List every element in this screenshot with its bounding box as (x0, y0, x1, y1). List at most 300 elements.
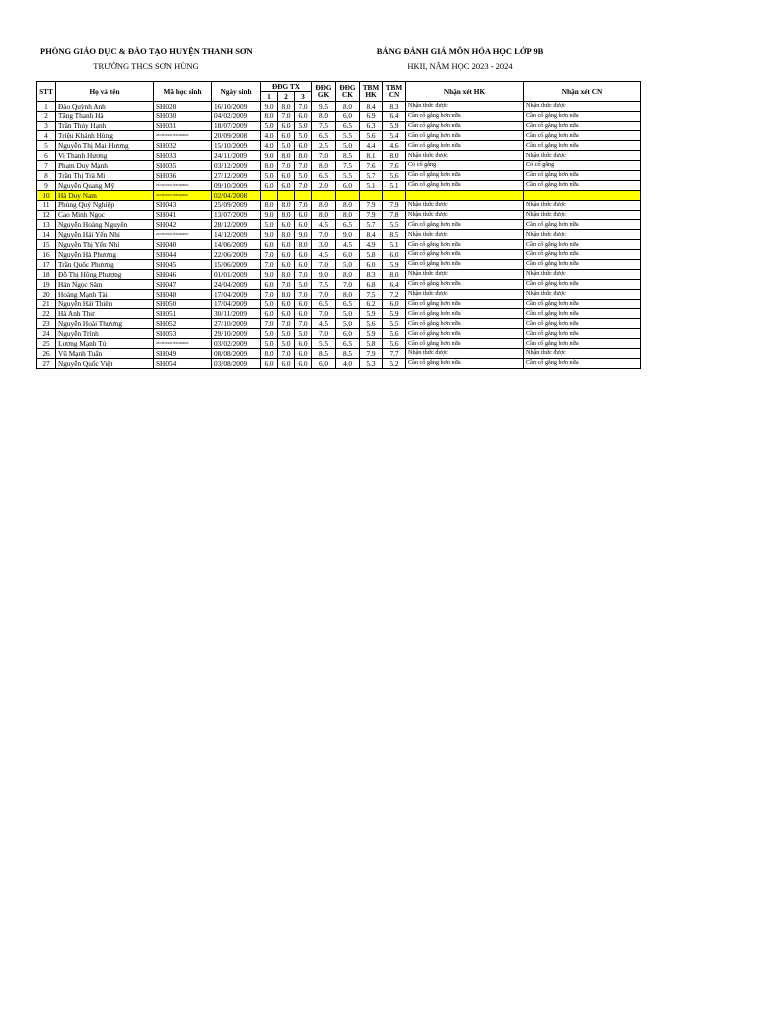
cell-ck: 6.0 (336, 180, 360, 190)
cell-ck: 8.0 (336, 101, 360, 111)
cell-name: Nguyễn Quang Mỹ (56, 180, 154, 190)
cell-ck: 7.0 (336, 279, 360, 289)
table-row (37, 329, 641, 339)
table-row (37, 131, 641, 141)
cell-tx2: 8.0 (278, 101, 295, 111)
cell-hk: 7.5 (360, 289, 383, 299)
cell-dob: 15/10/2009 (212, 141, 261, 151)
cell-dob: 02/04/2008 (212, 190, 261, 200)
col-header-dob: Ngày sinh (212, 82, 261, 102)
grade-table (36, 81, 641, 369)
cell-gk: 3.0 (312, 240, 336, 250)
cell-hk: 8.1 (360, 151, 383, 161)
cell-gk: 6.5 (312, 171, 336, 181)
cell-gk: 4.5 (312, 319, 336, 329)
cell-stt: 26 (37, 349, 56, 359)
cell-ck: 6.5 (336, 299, 360, 309)
cell-gk: 7.5 (312, 279, 336, 289)
cell-cn: 7.9 (383, 200, 406, 210)
cell-ck: 7.5 (336, 161, 360, 171)
cell-nx-cn: Cần cố gắng hơn nữa (524, 111, 641, 121)
cell-code: 2023032261JP3DR0001 (154, 190, 212, 200)
table-row (37, 111, 641, 121)
cell-ck: 5.5 (336, 171, 360, 181)
cell-stt: 25 (37, 339, 56, 349)
cell-code: SH052 (154, 319, 212, 329)
cell-code: SH053 (154, 329, 212, 339)
cell-hk: 4.9 (360, 240, 383, 250)
cell-cn: 5.6 (383, 339, 406, 349)
cell-code: SH035 (154, 161, 212, 171)
cell-cn: 6.4 (383, 111, 406, 121)
cell-stt: 9 (37, 180, 56, 190)
table-row (37, 289, 641, 299)
cell-code: SH047 (154, 279, 212, 289)
cell-tx2: 7.0 (278, 279, 295, 289)
cell-hk: 5.7 (360, 220, 383, 230)
cell-hk: 5.9 (360, 309, 383, 319)
cell-hk: 6.3 (360, 121, 383, 131)
cell-code: SH031 (154, 121, 212, 131)
cell-cn: 5.2 (383, 358, 406, 368)
cell-nx-cn: Cần cố gắng hơn nữa (524, 329, 641, 339)
col-header-tx2: 2 (278, 91, 295, 101)
cell-nx-cn (524, 190, 641, 200)
cell-tx3 (295, 190, 312, 200)
cell-nx-hk: Nhận thức được (406, 200, 524, 210)
cell-cn: 8.5 (383, 230, 406, 240)
cell-code: 2023032261JP3DR0000 (154, 339, 212, 349)
cell-code: SH054 (154, 358, 212, 368)
cell-dob: 09/10/2009 (212, 180, 261, 190)
cell-stt: 22 (37, 309, 56, 319)
cell-hk: 6.0 (360, 260, 383, 270)
table-row (37, 210, 641, 220)
cell-tx1: 7.0 (261, 250, 278, 260)
cell-stt: 20 (37, 289, 56, 299)
cell-stt: 16 (37, 250, 56, 260)
cell-hk: 8.4 (360, 230, 383, 240)
cell-hk: 6.2 (360, 299, 383, 309)
cell-nx-hk: Nhận thức được (406, 151, 524, 161)
cell-nx-cn: Nhận thức được (524, 210, 641, 220)
cell-ck: 5.5 (336, 131, 360, 141)
cell-code: SH051 (154, 309, 212, 319)
cell-tx2: 6.0 (278, 299, 295, 309)
table-row (37, 220, 641, 230)
cell-nx-cn: Cần cố gắng hơn nữa (524, 260, 641, 270)
cell-tx2: 6.0 (278, 180, 295, 190)
cell-nx-hk: Cần cố gắng hơn nữa (406, 329, 524, 339)
cell-nx-cn: Cần cố gắng hơn nữa (524, 339, 641, 349)
cell-tx3: 9.0 (295, 230, 312, 240)
cell-tx2 (278, 190, 295, 200)
cell-tx1: 7.0 (261, 319, 278, 329)
cell-tx1: 6.0 (261, 279, 278, 289)
cell-dob: 27/10/2009 (212, 319, 261, 329)
cell-stt: 11 (37, 200, 56, 210)
cell-nx-hk: Nhận thức được (406, 101, 524, 111)
cell-tx2: 8.0 (278, 269, 295, 279)
cell-tx3: 6.0 (295, 339, 312, 349)
cell-name: Trần Thị Trà Mi (56, 171, 154, 181)
cell-nx-cn: Nhận thức được (524, 349, 641, 359)
cell-stt: 10 (37, 190, 56, 200)
cell-dob: 14/12/2009 (212, 230, 261, 240)
cell-gk: 7.0 (312, 260, 336, 270)
cell-tx1: 5.0 (261, 171, 278, 181)
cell-tx2: 8.0 (278, 289, 295, 299)
cell-tx1: 6.0 (261, 358, 278, 368)
cell-tx3: 5.0 (295, 131, 312, 141)
cell-nx-cn: Cần cố gắng hơn nữa (524, 121, 641, 131)
cell-ck: 6.0 (336, 250, 360, 260)
cell-cn: 5.9 (383, 121, 406, 131)
cell-hk: 5.9 (360, 329, 383, 339)
cell-dob: 13/07/2009 (212, 210, 261, 220)
cell-dob: 15/06/2009 (212, 260, 261, 270)
cell-nx-cn: Cần cố gắng hơn nữa (524, 240, 641, 250)
cell-ck: 8.0 (336, 210, 360, 220)
cell-tx1: 7.0 (261, 260, 278, 270)
cell-name: Trần Thúy Hạnh (56, 121, 154, 131)
cell-dob: 24/11/2009 (212, 151, 261, 161)
cell-code: SH042 (154, 220, 212, 230)
cell-hk: 5.7 (360, 171, 383, 181)
cell-gk: 7.0 (312, 289, 336, 299)
table-row (37, 121, 641, 131)
table-row (37, 339, 641, 349)
col-header-ddg-gk: ĐĐG GK (312, 82, 336, 102)
cell-nx-hk: Cần cố gắng hơn nữa (406, 131, 524, 141)
cell-tx2: 6.0 (278, 240, 295, 250)
cell-hk: 6.9 (360, 111, 383, 121)
cell-tx2: 6.0 (278, 131, 295, 141)
col-header-tbm-cn: TBM CN (383, 82, 406, 102)
cell-gk (312, 190, 336, 200)
cell-ck: 5.0 (336, 141, 360, 151)
cell-nx-cn: Cần cố gắng hơn nữa (524, 171, 641, 181)
cell-name: Hoàng Mạnh Tài (56, 289, 154, 299)
cell-gk: 8.5 (312, 349, 336, 359)
cell-tx1: 5.0 (261, 121, 278, 131)
table-row (37, 319, 641, 329)
cell-ck: 6.5 (336, 339, 360, 349)
cell-tx3: 7.0 (295, 319, 312, 329)
cell-ck: 6.0 (336, 329, 360, 339)
cell-nx-cn: Nhận thức được (524, 289, 641, 299)
cell-name: Nguyễn Hà Phương (56, 250, 154, 260)
cell-hk: 5.3 (360, 358, 383, 368)
cell-stt: 1 (37, 101, 56, 111)
cell-ck: 6.0 (336, 111, 360, 121)
cell-hk: 5.8 (360, 339, 383, 349)
cell-code: SH036 (154, 171, 212, 181)
cell-nx-cn: Nhận thức được (524, 101, 641, 111)
cell-tx2: 8.0 (278, 230, 295, 240)
cell-tx1: 9.0 (261, 269, 278, 279)
cell-tx2: 6.0 (278, 309, 295, 319)
cell-tx3: 8.0 (295, 151, 312, 161)
cell-ck: 5.0 (336, 319, 360, 329)
cell-cn: 7.8 (383, 210, 406, 220)
cell-hk (360, 190, 383, 200)
cell-tx2: 6.0 (278, 220, 295, 230)
header-row-1 (37, 82, 641, 92)
cell-cn: 5.4 (383, 131, 406, 141)
cell-cn: 8.0 (383, 151, 406, 161)
cell-stt: 4 (37, 131, 56, 141)
cell-code: 2023032261JP3DR0004 (154, 180, 212, 190)
cell-dob: 28/12/2009 (212, 220, 261, 230)
cell-code: SH041 (154, 210, 212, 220)
cell-nx-cn: Nhận thức được (524, 200, 641, 210)
table-row (37, 151, 641, 161)
cell-dob: 16/10/2009 (212, 101, 261, 111)
department-title: PHÒNG GIÁO DỤC & ĐÀO TẠO HUYỆN THANH SƠN (40, 46, 253, 56)
cell-tx2: 5.0 (278, 329, 295, 339)
cell-code: SH033 (154, 151, 212, 161)
cell-tx3: 6.0 (295, 220, 312, 230)
cell-ck: 5.0 (336, 260, 360, 270)
table-row (37, 250, 641, 260)
cell-name: Nguyễn Thị Mai Hương (56, 141, 154, 151)
cell-tx1: 9.0 (261, 101, 278, 111)
cell-tx2: 8.0 (278, 210, 295, 220)
cell-stt: 5 (37, 141, 56, 151)
cell-gk: 6.5 (312, 299, 336, 309)
cell-stt: 15 (37, 240, 56, 250)
cell-tx3: 7.0 (295, 101, 312, 111)
cell-nx-hk: Cần cố gắng hơn nữa (406, 180, 524, 190)
cell-tx3: 6.0 (295, 299, 312, 309)
cell-tx1: 6.0 (261, 309, 278, 319)
cell-name: Phạm Duy Mạnh (56, 161, 154, 171)
cell-tx2: 6.0 (278, 250, 295, 260)
cell-nx-hk: Cần cố gắng hơn nữa (406, 279, 524, 289)
cell-stt: 19 (37, 279, 56, 289)
table-row (37, 309, 641, 319)
cell-code: SH044 (154, 250, 212, 260)
cell-tx3: 7.0 (295, 269, 312, 279)
col-header-stt: STT (37, 82, 56, 102)
cell-name: Triệu Khánh Hùng (56, 131, 154, 141)
cell-cn: 5.1 (383, 180, 406, 190)
cell-nx-hk: Cần cố gắng hơn nữa (406, 240, 524, 250)
cell-tx3: 7.0 (295, 180, 312, 190)
cell-cn: 5.5 (383, 319, 406, 329)
cell-nx-hk: Cần cố gắng hơn nữa (406, 171, 524, 181)
cell-stt: 2 (37, 111, 56, 121)
cell-hk: 7.9 (360, 210, 383, 220)
cell-nx-cn: Cần cố gắng hơn nữa (524, 220, 641, 230)
table-row (37, 279, 641, 289)
cell-nx-cn: Cần cố gắng hơn nữa (524, 299, 641, 309)
cell-gk: 6.0 (312, 358, 336, 368)
cell-ck: 8.0 (336, 289, 360, 299)
cell-cn: 7.7 (383, 349, 406, 359)
cell-name: Nguyễn Hoàng Nguyên (56, 220, 154, 230)
table-row (37, 161, 641, 171)
cell-ck: 8.0 (336, 269, 360, 279)
cell-gk: 4.5 (312, 250, 336, 260)
cell-tx2: 5.0 (278, 141, 295, 151)
cell-tx3: 5.0 (295, 121, 312, 131)
cell-nx-hk: Nhận thức được (406, 230, 524, 240)
cell-gk: 9.5 (312, 101, 336, 111)
cell-dob: 20/09/2008 (212, 131, 261, 141)
cell-cn: 5.5 (383, 220, 406, 230)
col-header-tx3: 3 (295, 91, 312, 101)
cell-nx-hk: Nhận thức được (406, 349, 524, 359)
cell-dob: 03/08/2009 (212, 358, 261, 368)
cell-nx-hk: Cần cố gắng hơn nữa (406, 319, 524, 329)
cell-cn: 8.3 (383, 101, 406, 111)
cell-code: SH028 (154, 101, 212, 111)
cell-name: Nguyễn Hoài Thương (56, 319, 154, 329)
table-row (37, 349, 641, 359)
cell-nx-hk (406, 190, 524, 200)
table-row (37, 200, 641, 210)
cell-nx-cn: Cần cố gắng hơn nữa (524, 131, 641, 141)
cell-gk: 2.0 (312, 180, 336, 190)
table-row (37, 180, 641, 190)
cell-cn (383, 190, 406, 200)
cell-hk: 7.6 (360, 161, 383, 171)
cell-nx-hk: Cần cố gắng hơn nữa (406, 141, 524, 151)
cell-tx3: 6.0 (295, 309, 312, 319)
cell-gk: 7.0 (312, 309, 336, 319)
cell-tx2: 6.0 (278, 121, 295, 131)
cell-ck: 8.5 (336, 349, 360, 359)
cell-tx1: 7.0 (261, 289, 278, 299)
cell-tx3: 5.0 (295, 279, 312, 289)
cell-hk: 5.6 (360, 319, 383, 329)
cell-stt: 17 (37, 260, 56, 270)
cell-ck: 8.5 (336, 151, 360, 161)
cell-nx-cn: Cần cố gắng hơn nữa (524, 250, 641, 260)
table-row (37, 230, 641, 240)
cell-tx3: 6.0 (295, 349, 312, 359)
cell-cn: 5.9 (383, 309, 406, 319)
cell-hk: 6.8 (360, 279, 383, 289)
cell-hk: 8.3 (360, 269, 383, 279)
cell-hk: 7.9 (360, 349, 383, 359)
cell-tx1: 8.0 (261, 200, 278, 210)
cell-cn: 5.1 (383, 240, 406, 250)
cell-code: SH045 (154, 260, 212, 270)
cell-tx1: 9.0 (261, 210, 278, 220)
col-header-nx-hk: Nhận xét HK (406, 82, 524, 102)
cell-name: Trần Quốc Phương (56, 260, 154, 270)
cell-stt: 24 (37, 329, 56, 339)
cell-hk: 5.1 (360, 180, 383, 190)
cell-code: SH046 (154, 269, 212, 279)
cell-nx-hk: Nhận thức được (406, 269, 524, 279)
cell-tx2: 6.0 (278, 260, 295, 270)
cell-tx3: 6.0 (295, 111, 312, 121)
cell-code: SH049 (154, 349, 212, 359)
cell-tx1: 8.0 (261, 349, 278, 359)
cell-tx3: 7.0 (295, 289, 312, 299)
cell-hk: 8.4 (360, 101, 383, 111)
cell-nx-hk: Nhận thức được (406, 210, 524, 220)
cell-code: 2023032261JP3DR0003 (154, 230, 212, 240)
cell-code: SH048 (154, 289, 212, 299)
cell-cn: 5.9 (383, 260, 406, 270)
cell-cn: 6.0 (383, 250, 406, 260)
cell-dob: 22/06/2009 (212, 250, 261, 260)
cell-stt: 23 (37, 319, 56, 329)
cell-nx-cn: Cần cố gắng hơn nữa (524, 309, 641, 319)
cell-nx-hk: Cần cố gắng hơn nữa (406, 121, 524, 131)
cell-dob: 14/06/2009 (212, 240, 261, 250)
cell-dob: 01/01/2009 (212, 269, 261, 279)
cell-hk: 5.8 (360, 250, 383, 260)
cell-nx-hk: Cần cố gắng hơn nữa (406, 220, 524, 230)
cell-code: 2023032261JP3DR0000 (154, 131, 212, 141)
cell-stt: 18 (37, 269, 56, 279)
cell-stt: 7 (37, 161, 56, 171)
cell-tx1: 4.0 (261, 141, 278, 151)
cell-tx1: 9.0 (261, 230, 278, 240)
cell-gk: 7.0 (312, 151, 336, 161)
cell-dob: 25/09/2009 (212, 200, 261, 210)
cell-tx1: 9.0 (261, 151, 278, 161)
cell-tx3: 6.0 (295, 260, 312, 270)
cell-gk: 7.5 (312, 121, 336, 131)
col-header-tbm-hk: TBM HK (360, 82, 383, 102)
cell-tx1 (261, 190, 278, 200)
cell-dob: 03/02/2009 (212, 339, 261, 349)
table-row (37, 358, 641, 368)
cell-hk: 4.4 (360, 141, 383, 151)
table-row (37, 240, 641, 250)
cell-tx3: 5.0 (295, 329, 312, 339)
table-row (37, 299, 641, 309)
cell-dob: 18/07/2009 (212, 121, 261, 131)
col-header-tx1: 1 (261, 91, 278, 101)
cell-code: SH040 (154, 240, 212, 250)
cell-nx-hk: Nhận thức được (406, 289, 524, 299)
table-row (37, 101, 641, 111)
cell-gk: 8.0 (312, 200, 336, 210)
col-header-ddg-tx: ĐĐG TX (261, 82, 312, 92)
cell-stt: 21 (37, 299, 56, 309)
cell-dob: 08/08/2009 (212, 349, 261, 359)
cell-tx3: 6.0 (295, 141, 312, 151)
cell-nx-hk: Có cố gắng (406, 161, 524, 171)
cell-tx2: 7.0 (278, 349, 295, 359)
cell-name: Đỗ Thị Hồng Phượng (56, 269, 154, 279)
cell-cn: 4.6 (383, 141, 406, 151)
cell-name: Nguyễn Quốc Việt (56, 358, 154, 368)
cell-gk: 6.5 (312, 131, 336, 141)
cell-code: SH050 (154, 299, 212, 309)
cell-cn: 6.0 (383, 299, 406, 309)
cell-tx2: 7.0 (278, 161, 295, 171)
table-body (37, 101, 641, 368)
cell-gk: 2.5 (312, 141, 336, 151)
cell-nx-cn: Nhận thức được (524, 269, 641, 279)
table-row (37, 190, 641, 200)
cell-tx2: 6.0 (278, 358, 295, 368)
cell-ck: 6.5 (336, 220, 360, 230)
cell-hk: 5.6 (360, 131, 383, 141)
cell-gk: 9.0 (312, 269, 336, 279)
cell-ck: 8.0 (336, 200, 360, 210)
table-row (37, 141, 641, 151)
